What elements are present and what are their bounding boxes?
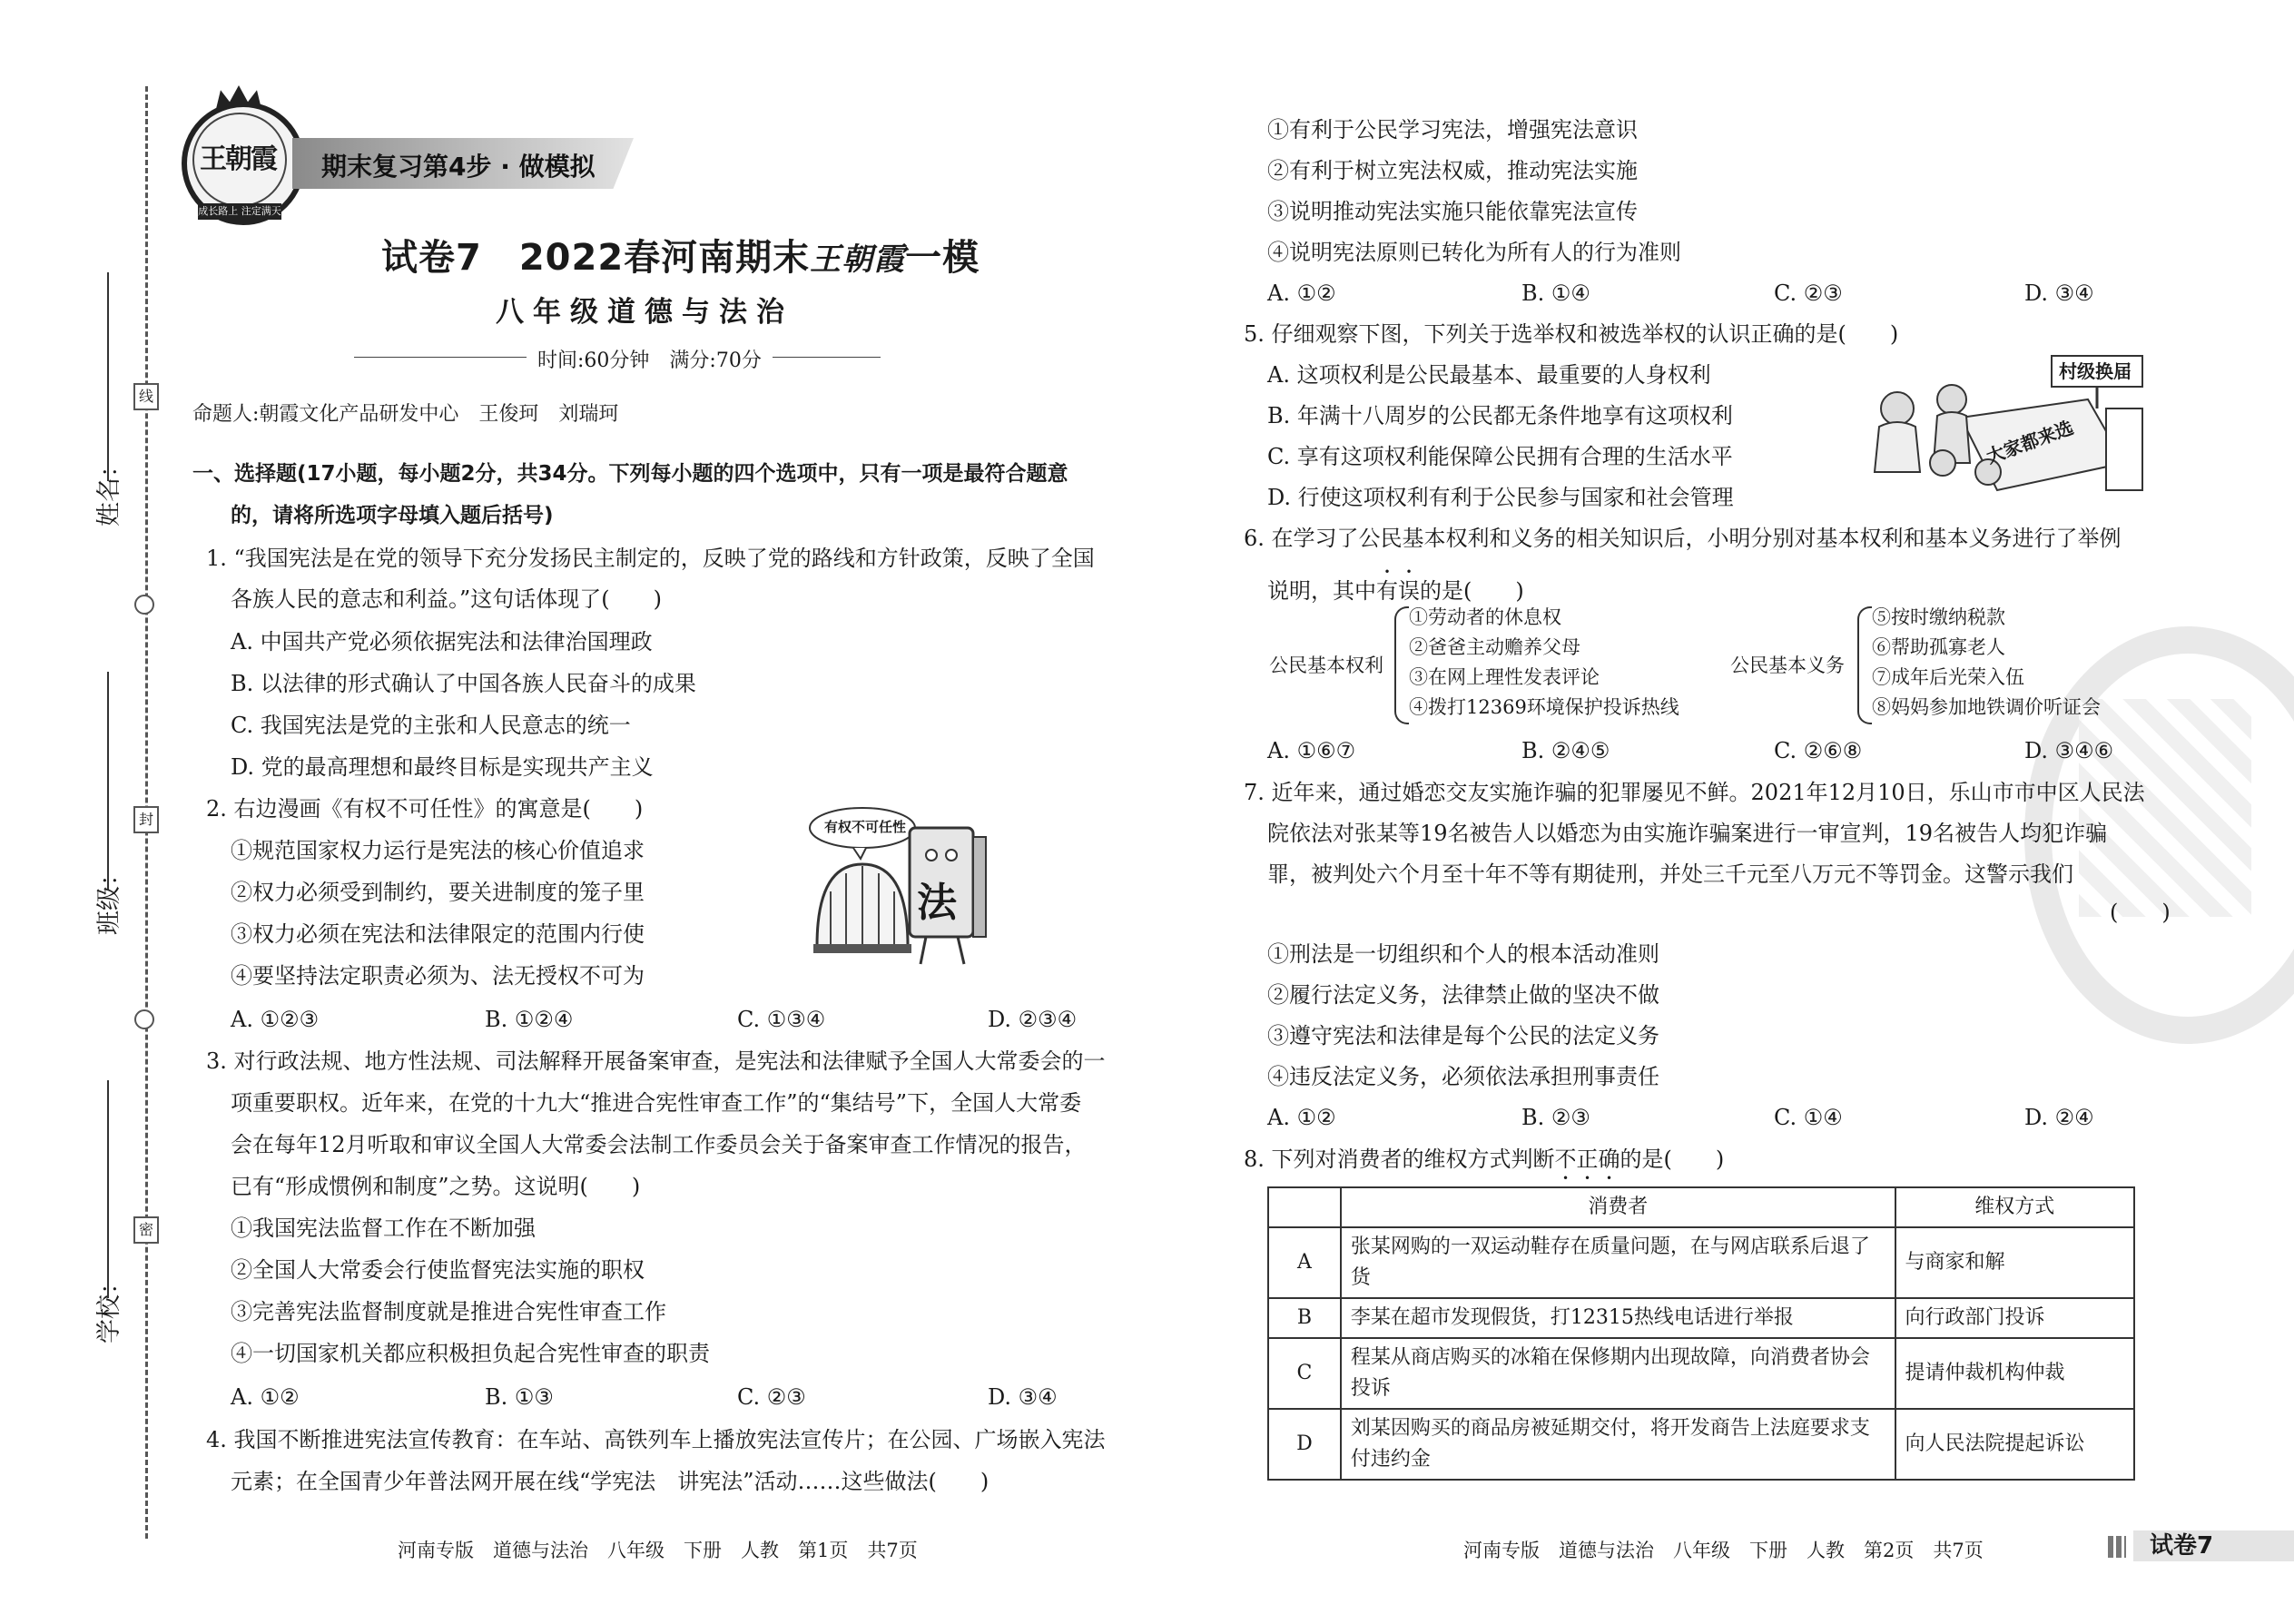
q6-option-b: B. ②④⑤ <box>1521 738 1610 763</box>
cartoon-bubble-text: 有权不可任性 <box>824 819 907 835</box>
q5-option-b: B. 年满十八周岁的公民都无条件地享有这项权利 <box>1267 403 1733 428</box>
q4-item-3: ③说明推动宪法实施只能依靠宪法宣传 <box>1267 199 1638 224</box>
rights-label: 公民基本权利 <box>1269 655 1383 676</box>
q4-item-2: ②有利于树立宪法权威，推动宪法实施 <box>1267 158 1638 183</box>
time-info: 时间:60分钟 满分:70分 <box>527 345 773 373</box>
table-cell-option: B <box>1268 1298 1341 1338</box>
cut-mark-xian: 线 <box>133 383 159 410</box>
q7-item-1: ①刑法是一切组织和个人的根本活动准则 <box>1267 941 1659 967</box>
exam-title <box>381 229 980 281</box>
q3-item-3: ③完善宪法监督制度就是推进合宪性审查工作 <box>231 1299 666 1324</box>
q1-option-b: B. 以法律的形式确认了中国各族人民奋斗的成果 <box>231 671 696 696</box>
q6-stem-post: 的是( ) <box>1420 578 1524 604</box>
q6-stem-line2 <box>1267 566 1524 605</box>
rights-item-1: ①劳动者的休息权 <box>1409 606 1561 628</box>
school-label: 学校： <box>95 1270 123 1343</box>
q3-stem-line4: 已有“形成惯例和制度”之势。这说明( ) <box>231 1174 641 1199</box>
table-header-cell: 消费者 <box>1341 1187 1895 1227</box>
footer-left: 河南专版 道德与法治 八年级 下册 人教 第1页 共7页 <box>398 1540 918 1561</box>
q2-option-a: A. ①②③ <box>231 1007 320 1032</box>
school-write-line[interactable] <box>107 1080 109 1298</box>
q3-item-1: ①我国宪法监督工作在不断加强 <box>231 1216 536 1241</box>
election-banner-text: 大家都来选 <box>1983 416 2077 468</box>
q3-stem-line3: 会在每年12月听取和审议全国人大常委会法制工作委员会关于备案审查工作情况的报告， <box>231 1132 1087 1157</box>
scissors-icon <box>134 1009 154 1029</box>
q4-option-a: A. ①② <box>1267 281 1336 306</box>
q3-option-a: A. ①② <box>231 1384 300 1410</box>
brand-logo-ribbon: 成长路上 注定满天 <box>198 203 281 220</box>
q3-stem-line1: 3. 对行政法规、地方性法规、司法解释开展备案审查，是宪法和法律赋予全国人大常委会的一 <box>206 1048 1106 1074</box>
q6-stem-line1: 6. 在学习了公民基本权利和义务的相关知识后，小明分别对基本权利和基本义务进行了举例 <box>1244 526 2122 551</box>
table-cell-method: 向人民法院提起诉讼 <box>1895 1409 2134 1480</box>
table-header-cell: 维权方式 <box>1895 1187 2134 1227</box>
q1-option-c: C. 我国宪法是党的主张和人民意志的统一 <box>231 713 631 738</box>
exam-title-suffix: 一模 <box>905 237 980 279</box>
q6-option-c: C. ②⑥⑧ <box>1774 738 1863 763</box>
q5-option-a: A. 这项权利是公民最基本、最重要的人身权利 <box>1267 362 1711 388</box>
q2-stem: 2. 右边漫画《有权不可任性》的寓意是( ) <box>206 796 644 822</box>
name-label: 姓名： <box>95 453 123 527</box>
table-cell-consumer: 张某网购的一双运动鞋存在质量问题，在与网店联系后退了货 <box>1341 1227 1895 1298</box>
q7-stem-line2: 院依法对张某等19名被告人以婚恋为由实施诈骗案进行一审宣判，19名被告人均犯诈骗 <box>1267 821 2108 846</box>
duties-item-3: ⑦成年后光荣入伍 <box>1872 666 2024 688</box>
q4-option-b: B. ①④ <box>1521 281 1590 306</box>
exam-title-brand: 王朝霞 <box>810 241 906 278</box>
class-write-line[interactable] <box>107 672 109 890</box>
section1-line1: 一、选择题(17小题，每小题2分，共34分。下列每小题的四个选项中，只有一项是最符合题意 <box>192 462 1068 486</box>
q6-stem-emphasis: 有误 <box>1376 578 1420 604</box>
q3-item-4: ④一切国家机关都应积极担负起合宪性审查的职责 <box>231 1341 710 1366</box>
table-cell-option: C <box>1268 1338 1341 1409</box>
q3-item-2: ②全国人大常委会行使监督宪法实施的职权 <box>231 1257 645 1283</box>
footer-right: 河南专版 道德与法治 八年级 下册 人教 第2页 共7页 <box>1463 1540 1984 1561</box>
q6-stem-pre: 说明，其中 <box>1267 578 1376 604</box>
q2-option-b: B. ①②④ <box>485 1007 574 1032</box>
q2-item-4: ④要坚持法定职责必须为、法无授权不可为 <box>231 963 645 989</box>
table-cell-option: D <box>1268 1409 1341 1480</box>
table-row <box>1268 1227 2134 1298</box>
review-step-text: 期末复习第4步 · 做模拟 <box>321 152 596 182</box>
q7-option-b: B. ②③ <box>1521 1105 1590 1130</box>
q2-item-3: ③权力必须在宪法和法律限定的范围内行使 <box>231 921 645 947</box>
duties-item-1: ⑤按时缴纳税款 <box>1872 606 2005 628</box>
exam-tag: 试卷7 <box>2150 1532 2214 1560</box>
q8-stem-post: 的是( ) <box>1620 1147 1725 1172</box>
cut-mark-feng: 封 <box>133 806 159 833</box>
cut-mark-mi: 密 <box>133 1216 159 1244</box>
table-cell-consumer: 李某在超市发现假货，打12315热线电话进行举报 <box>1341 1298 1895 1338</box>
exam-subtitle: 八年级道德与法治 <box>496 296 793 329</box>
exam-title-prefix: 试卷7 2022春河南期末 <box>381 237 811 279</box>
name-write-line[interactable] <box>107 272 109 481</box>
q7-item-3: ③遵守宪法和法律是每个公民的法定义务 <box>1267 1023 1659 1048</box>
brand-logo-text: 王朝霞 <box>200 143 276 175</box>
q1-option-d: D. 党的最高理想和最终目标是实现共产主义 <box>231 754 654 780</box>
q1-stem-line1: 1. “我国宪法是在党的领导下充分发扬民主制定的，反映了党的路线和方针政策，反映了全国 <box>206 546 1095 571</box>
q5-stem: 5. 仔细观察下图，下列关于选举权和被选举权的认识正确的是( ) <box>1244 321 1899 347</box>
table-header-cell <box>1268 1187 1341 1227</box>
q3-option-d: D. ③④ <box>988 1384 1058 1410</box>
q4-item-1: ①有利于公民学习宪法，增强宪法意识 <box>1267 117 1638 143</box>
q2-item-2: ②权力必须受到制约，要关进制度的笼子里 <box>231 880 645 905</box>
q4-stem-line2: 元素；在全国青少年普法网开展在线“学宪法 讲宪法”活动……这些做法( ) <box>231 1469 989 1494</box>
table-cell-method: 向行政部门投诉 <box>1895 1298 2134 1338</box>
rights-item-3: ③在网上理性发表评论 <box>1409 666 1600 688</box>
q1-option-a: A. 中国共产党必须依据宪法和法律治国理政 <box>231 629 653 655</box>
authors: 命题人:朝霞文化产品研发中心 王俊珂 刘瑞珂 <box>192 403 619 426</box>
scissors-icon <box>134 595 154 615</box>
q7-item-2: ②履行法定义务，法律禁止做的坚决不做 <box>1267 982 1659 1008</box>
q8-stem <box>1244 1146 1724 1185</box>
election-sign-text: 村级换届 <box>2059 360 2132 382</box>
table-cell-consumer: 程某从商店购买的冰箱在保修期内出现故障，向消费者协会投诉 <box>1341 1338 1895 1409</box>
q6-option-d: D. ③④⑥ <box>2024 738 2114 763</box>
duties-item-2: ⑥帮助孤寡老人 <box>1872 636 2005 658</box>
q8-stem-emphasis: 不正确 <box>1554 1147 1620 1172</box>
rights-brace <box>1394 606 1409 724</box>
q5-option-c: C. 享有这项权利能保障公民拥有合理的生活水平 <box>1267 444 1733 469</box>
rights-item-2: ②爸爸主动赡养父母 <box>1409 636 1580 658</box>
q2-option-d: D. ②③④ <box>988 1007 1078 1032</box>
q7-answer-blank[interactable]: ( ) <box>2110 900 2171 925</box>
q4-stem-line1: 4. 我国不断推进宪法宣传教育：在车站、高铁列车上播放宪法宣传片；在公园、广场嵌入宪法 <box>206 1427 1106 1452</box>
class-label: 班级： <box>95 861 123 935</box>
tag-dots-icon <box>2108 1536 2126 1558</box>
watermark-pattern <box>2079 699 2251 917</box>
q1-stem-line2: 各族人民的意志和利益。”这句话体现了( ) <box>231 586 662 612</box>
q7-option-c: C. ①④ <box>1774 1105 1843 1130</box>
q8-table <box>1267 1186 2135 1481</box>
q4-item-4: ④说明宪法原则已转化为所有人的行为准则 <box>1267 240 1681 265</box>
q8-stem-pre: 8. 下列对消费者的维权方式判断 <box>1244 1147 1555 1172</box>
q7-option-d: D. ②④ <box>2024 1105 2094 1130</box>
rights-item-4: ④拨打12369环境保护投诉热线 <box>1409 696 1679 718</box>
q2-option-c: C. ①③④ <box>737 1007 826 1032</box>
duties-label: 公民基本义务 <box>1730 655 1845 676</box>
q2-item-1: ①规范国家权力运行是宪法的核心价值追求 <box>231 838 645 863</box>
cartoon-book-text: 法 <box>917 880 957 926</box>
q3-option-b: B. ①③ <box>485 1384 554 1410</box>
duties-brace <box>1857 606 1872 724</box>
table-header-row <box>1268 1187 2134 1227</box>
q7-item-4: ④违反法定义务，必须依法承担刑事责任 <box>1267 1064 1659 1089</box>
q7-stem-line3: 罪，被判处六个月至十年不等有期徒刑，并处三千元至八万元不等罚金。这警示我们 <box>1267 861 2073 887</box>
q7-option-a: A. ①② <box>1267 1105 1336 1130</box>
q6-option-a: A. ①⑥⑦ <box>1267 738 1356 763</box>
q5-option-d: D. 行使这项权利有利于公民参与国家和社会管理 <box>1267 485 1734 510</box>
table-row <box>1268 1338 2134 1409</box>
section1-line2: 的，请将所选项字母填入题后括号) <box>231 504 554 527</box>
q7-stem-line1: 7. 近年来，通过婚恋交友实施诈骗的犯罪屡见不鲜。2021年12月10日，乐山市市中区人民法 <box>1244 780 2145 805</box>
table-cell-method: 与商家和解 <box>1895 1227 2134 1298</box>
q3-option-c: C. ②③ <box>737 1384 806 1410</box>
q4-option-d: D. ③④ <box>2024 281 2094 306</box>
table-cell-method: 提请仲裁机构仲裁 <box>1895 1338 2134 1409</box>
table-row <box>1268 1409 2134 1480</box>
duties-item-4: ⑧妈妈参加地铁调价听证会 <box>1872 696 2101 718</box>
table-cell-option: A <box>1268 1227 1341 1298</box>
table-row <box>1268 1298 2134 1338</box>
q4-option-c: C. ②③ <box>1774 281 1843 306</box>
table-cell-consumer: 刘某因购买的商品房被延期交付，将开发商告上法庭要求支付违约金 <box>1341 1409 1895 1480</box>
q3-stem-line2: 项重要职权。近年来，在党的十九大“推进合宪性审查工作”的“集结号”下，全国人大常委 <box>231 1090 1082 1116</box>
